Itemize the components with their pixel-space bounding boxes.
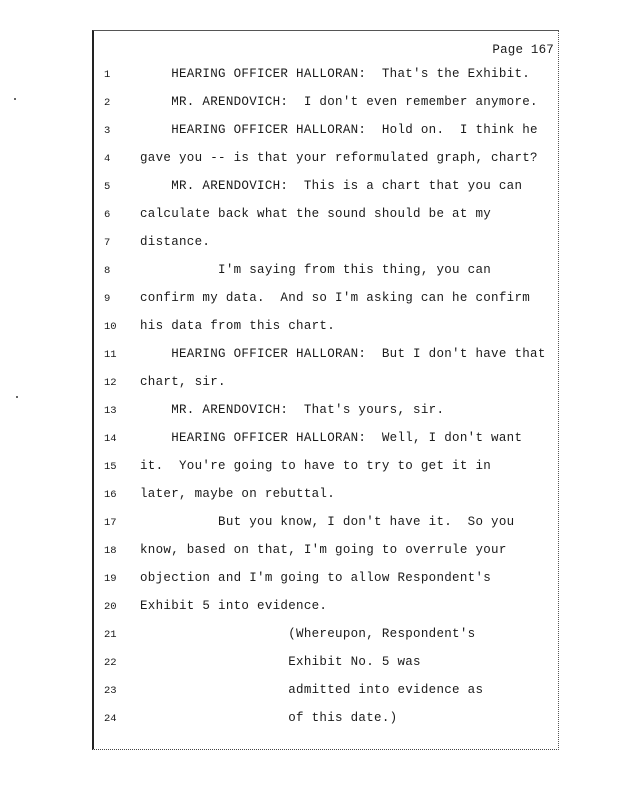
transcript-line (94, 207, 561, 227)
line-number: 12 (104, 377, 117, 389)
transcript-line (94, 263, 561, 283)
transcript-line (94, 347, 561, 367)
line-text: of this date.) (140, 711, 398, 725)
line-text: chart, sir. (140, 375, 226, 389)
line-number: 24 (104, 713, 117, 725)
transcript-line (94, 515, 561, 535)
line-number: 13 (104, 405, 117, 417)
line-text: gave you -- is that your reformulated graph, chart? (140, 151, 538, 165)
transcript-line (94, 151, 561, 171)
transcript-line (94, 291, 561, 311)
line-number: 16 (104, 489, 117, 501)
line-number: 8 (104, 265, 111, 277)
transcript-line (94, 543, 561, 563)
line-text: HEARING OFFICER HALLORAN: That's the Exhibit. (140, 67, 531, 81)
transcript-line (94, 319, 561, 339)
transcript-line (94, 655, 561, 675)
line-number: 14 (104, 433, 117, 445)
line-text: MR. ARENDOVICH: I don't even remember anymore. (140, 95, 538, 109)
transcript-line (94, 459, 561, 479)
line-text: Exhibit 5 into evidence. (140, 599, 328, 613)
line-number: 18 (104, 545, 117, 557)
line-number: 3 (104, 125, 111, 137)
transcript-line (94, 487, 561, 507)
line-number: 22 (104, 657, 117, 669)
line-number: 21 (104, 629, 117, 641)
line-number: 1 (104, 69, 111, 81)
transcript-page (92, 30, 559, 750)
line-text: it. You're going to have to try to get it in (140, 459, 492, 473)
line-number: 19 (104, 573, 117, 585)
line-number: 9 (104, 293, 111, 305)
page-number: Page 167 (492, 43, 554, 57)
transcript-line (94, 179, 561, 199)
transcript-line (94, 683, 561, 703)
line-text: MR. ARENDOVICH: This is a chart that you can (140, 179, 523, 193)
line-text: confirm my data. And so I'm asking can he confirm (140, 291, 531, 305)
line-number: 10 (104, 321, 117, 333)
line-number: 15 (104, 461, 117, 473)
transcript-line (94, 375, 561, 395)
line-text: MR. ARENDOVICH: That's yours, sir. (140, 403, 445, 417)
transcript-line (94, 627, 561, 647)
line-number: 7 (104, 237, 111, 249)
transcript-line (94, 431, 561, 451)
line-text: admitted into evidence as (140, 683, 484, 697)
line-text: know, based on that, I'm going to overrule your (140, 543, 507, 557)
transcript-line (94, 403, 561, 423)
line-text: HEARING OFFICER HALLORAN: Hold on. I think he (140, 123, 538, 137)
line-text: (Whereupon, Respondent's (140, 627, 476, 641)
transcript-line (94, 123, 561, 143)
scan-speck (14, 98, 16, 100)
line-number: 5 (104, 181, 111, 193)
line-number: 11 (104, 349, 117, 361)
transcript-line (94, 599, 561, 619)
line-text: objection and I'm going to allow Respondent's (140, 571, 492, 585)
line-text: later, maybe on rebuttal. (140, 487, 336, 501)
line-text: calculate back what the sound should be at my (140, 207, 492, 221)
transcript-line (94, 67, 561, 87)
line-text: his data from this chart. (140, 319, 336, 333)
transcript-line (94, 711, 561, 731)
line-number: 4 (104, 153, 111, 165)
line-text: Exhibit No. 5 was (140, 655, 421, 669)
transcript-line (94, 95, 561, 115)
line-text: I'm saying from this thing, you can (140, 263, 492, 277)
line-number: 23 (104, 685, 117, 697)
line-text: HEARING OFFICER HALLORAN: But I don't have that (140, 347, 546, 361)
line-text: distance. (140, 235, 211, 249)
line-text: But you know, I don't have it. So you (140, 515, 515, 529)
line-number: 20 (104, 601, 117, 613)
line-number: 17 (104, 517, 117, 529)
line-number: 6 (104, 209, 111, 221)
scan-speck (16, 396, 18, 398)
line-text: HEARING OFFICER HALLORAN: Well, I don't want (140, 431, 523, 445)
line-number: 2 (104, 97, 111, 109)
transcript-line (94, 571, 561, 591)
transcript-line (94, 235, 561, 255)
